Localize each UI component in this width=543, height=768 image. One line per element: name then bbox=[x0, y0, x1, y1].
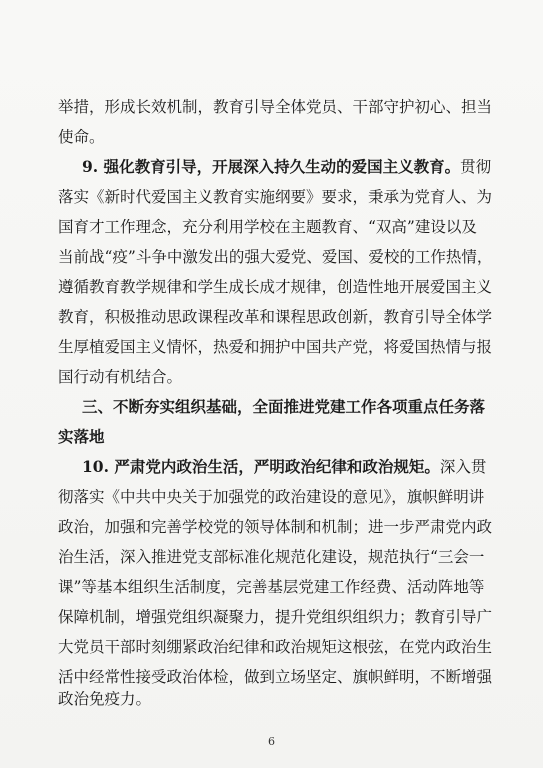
body-line: 教育，积极推动思政课程改革和课程思政创新，教育引导全体学 bbox=[58, 308, 493, 326]
body-line: 使命。 bbox=[58, 128, 105, 146]
heading-9: 9. 强化教育引导，开展深入持久生动的爱国主义教育。 bbox=[82, 157, 461, 176]
body-line: 当前战“疫”斗争中激发出的强大爱党、爱国、爱校的工作热情， bbox=[58, 248, 493, 266]
body-line: 生厚植爱国主义情怀，热爱和拥护中国共产党，将爱国热情与报 bbox=[58, 338, 493, 356]
body-line: 彻落实《中共中央关于加强党的政治建设的意见》，旗帜鲜明讲 bbox=[58, 488, 485, 506]
body-line: 政治，加强和完善学校党的领导体制和机制；进一步严肃党内政 bbox=[58, 518, 493, 536]
section-9-line bbox=[82, 157, 543, 177]
section-3-heading: 三、不断夯实组织基础，全面推进党建工作各项重点任务落 bbox=[82, 397, 486, 416]
body-text: 贯彻 bbox=[460, 158, 492, 176]
body-line: 遵循教育教学规律和学生成长成才规律，创造性地开展爱国主义 bbox=[58, 278, 493, 296]
section-3-heading-cont: 实落地 bbox=[58, 427, 105, 446]
body-line: 政治免疫力。 bbox=[58, 690, 152, 708]
body-line: 国行动有机结合。 bbox=[58, 368, 183, 386]
page-number: 6 bbox=[268, 735, 275, 748]
body-line: 治生活，深入推进党支部标准化规范化建设，规范执行“三会一 bbox=[58, 548, 485, 566]
body-line: 落实《新时代爱国主义教育实施纲要》要求，秉承为党育人、为 bbox=[58, 188, 493, 206]
body-line: 国育才工作理念，充分利用学校在主题教育、“双高”建设以及 bbox=[58, 218, 477, 236]
heading-10: 10. 严肃党内政治生活，严明政治纪律和政治规矩。 bbox=[82, 457, 440, 476]
body-text: 深入贯 bbox=[439, 458, 487, 476]
body-line: 大党员干部时刻绷紧政治纪律和政治规矩这根弦，在党内政治生 bbox=[58, 638, 493, 656]
body-line: 举措，形成长效机制，教育引导全体党员、干部守护初心、担当 bbox=[58, 98, 493, 116]
section-10-line bbox=[82, 457, 543, 477]
body-line: 课”等基本组织生活制度，完善基层党建工作经费、活动阵地等 bbox=[58, 578, 485, 596]
body-line: 保障机制，增强党组织凝聚力，提升党组织组织力；教育引导广 bbox=[58, 608, 493, 626]
body-line: 活中经常性接受政治体检，做到立场坚定、旗帜鲜明，不断增强 bbox=[58, 668, 493, 686]
